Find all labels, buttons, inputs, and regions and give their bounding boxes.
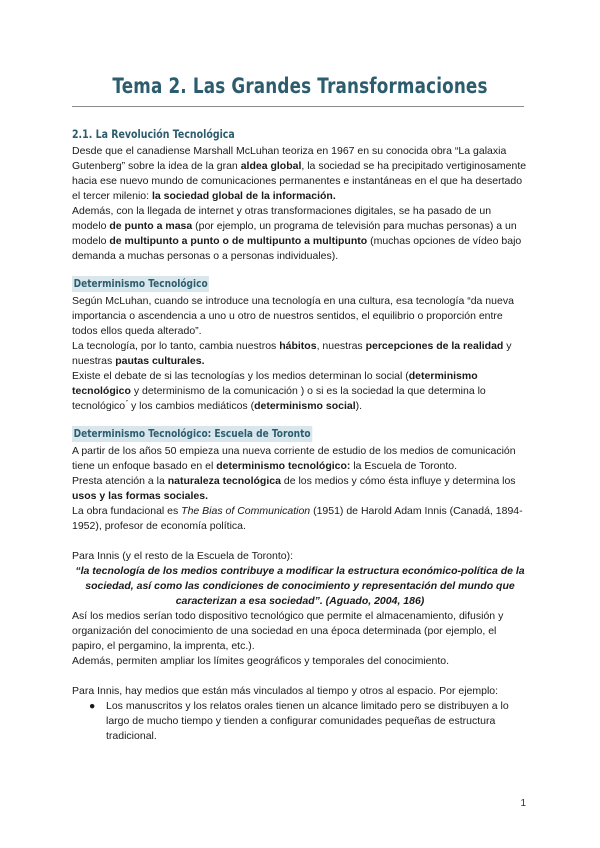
paragraph-mcluhan-quote: Según McLuhan, cuando se introduce una tecnología en una cultura, esa tecnología “da nueva importancia o ascendencia a uno u otro de nuestros sentidos, el equilibrio o proporción entre todos ellos queda alterado”. xyxy=(72,295,514,337)
paragraph-habitos xyxy=(72,339,528,369)
paragraph-naturaleza xyxy=(72,474,528,504)
text-run: (1951) de Harold Adam Innis (Canadá, 1894-1952), profesor de economía política. xyxy=(72,505,523,532)
block-quote-aguado: “la tecnología de los medios contribuye a modificar la estructura económico-política de la sociedad, así como las condiciones de conocimiento y representación del mundo que caracterizan a esa sociedad”. (Aguado, 2004, 186) xyxy=(75,565,525,607)
subheading-escuela-toronto: Determinismo Tecnológico: Escuela de Toronto xyxy=(73,427,311,440)
italic-run: The Bias of Communication xyxy=(181,505,311,517)
text-run: la Escuela de Toronto. xyxy=(350,460,458,472)
text-run: de los medios y cómo ésta influye y determina los xyxy=(280,475,516,487)
text-run: y nuestras xyxy=(72,340,512,367)
text-run: y determinismo de la comunicación ) o si es la sociedad la que determina lo tecnológico ́ y los cambios mediáticos ( xyxy=(72,385,486,412)
text-run: Además, con la llegada de internet y otras transformaciones digitales, se ha pasado de un modelo xyxy=(72,205,492,232)
text-run: La tecnología, por lo tanto, cambia nuestros xyxy=(72,340,280,352)
text-run: Desde que el canadiense Marshall McLuhan teoriza en 1967 en su conocida obra “La galaxia Gutenberg” sobre la idea de la gran xyxy=(72,145,507,172)
text-run: , la sociedad se ha precipitado vertiginosamente hacia ese nuevo mundo de comunicaciones permanentes e instantáneas en el que ha desertado el tercer milenio: xyxy=(72,160,527,202)
bold-run: determinismo tecnológico xyxy=(72,370,478,397)
paragraph-debate xyxy=(72,369,528,414)
bullet-list xyxy=(72,699,528,744)
paragraph-mcluhan-intro xyxy=(72,144,528,204)
text-run: La obra fundacional es xyxy=(72,505,182,517)
page-number: 1 xyxy=(520,798,526,809)
bold-run: de punto a masa xyxy=(109,220,193,232)
paragraph-ampliar-limites: Además, permiten ampliar los límites geográficos y temporales del conocimiento. xyxy=(72,655,450,667)
paragraph-tiempo-espacio: Para Innis, hay medios que están más vinculados al tiempo y otros al espacio. Por ejemplo: xyxy=(72,685,499,697)
paragraph-anos-50 xyxy=(72,444,528,474)
text-run: A partir de los años 50 empieza una nueva corriente de estudio de los medios de comunicación tiene un enfoque basado en el xyxy=(72,445,516,472)
bold-run: la sociedad global de la información. xyxy=(151,190,336,202)
paragraph-medios-dispositivo: Así los medios serían todo dispositivo tecnológico que permite el almacenamiento, difusión y organización del conocimiento de una sociedad en una época determinada (por ejemplo, el papiro, el pergamino, la imprenta, etc.). xyxy=(72,610,504,652)
bold-run: de multipunto a punto o de multipunto a multipunto xyxy=(109,235,368,247)
bullet-icon: ● xyxy=(89,700,96,712)
text-run: (por ejemplo, un programa de televisión para muchas personas) a un modelo xyxy=(72,220,517,247)
list-item-text: Los manuscritos y los relatos orales tienen un alcance limitado pero se distribuyen a lo largo de mucho tiempo y tienden a configurar comunidades pequeñas de estructura tradicional. xyxy=(106,700,509,742)
title-divider xyxy=(72,106,524,107)
paragraph-obra-fundacional xyxy=(72,504,528,534)
section-heading-revolucion: 2.1. La Revolución Tecnológica xyxy=(72,127,235,141)
bold-run: pautas culturales. xyxy=(115,355,205,367)
paragraph-para-innis: Para Innis (y el resto de la Escuela de Toronto): xyxy=(72,550,294,562)
text-run: , nuestras xyxy=(316,340,366,352)
document-body xyxy=(72,126,528,744)
paragraph-internet xyxy=(72,204,528,264)
bold-run: usos y las formas sociales. xyxy=(72,490,208,502)
text-run: (muchas opciones de vídeo bajo demanda a muchas personas o a personas individuales). xyxy=(72,235,522,262)
subheading-determinismo: Determinismo Tecnológico xyxy=(73,277,208,290)
bold-run: percepciones de la realidad xyxy=(365,340,504,352)
text-run: ). xyxy=(355,400,363,412)
text-run: Existe el debate de si las tecnologías y los medios determinan lo social ( xyxy=(72,370,409,382)
text-run: Presta atención a la xyxy=(72,475,168,487)
bold-run: naturaleza tecnológica xyxy=(167,475,281,487)
page-title: Tema 2. Las Grandes Transformaciones xyxy=(112,74,488,98)
bold-run: determinismo social xyxy=(254,400,356,412)
bold-run: hábitos xyxy=(279,340,317,352)
bold-run: aldea global xyxy=(240,160,302,172)
list-item xyxy=(72,699,528,744)
bold-run: determinismo tecnológico: xyxy=(216,460,351,472)
